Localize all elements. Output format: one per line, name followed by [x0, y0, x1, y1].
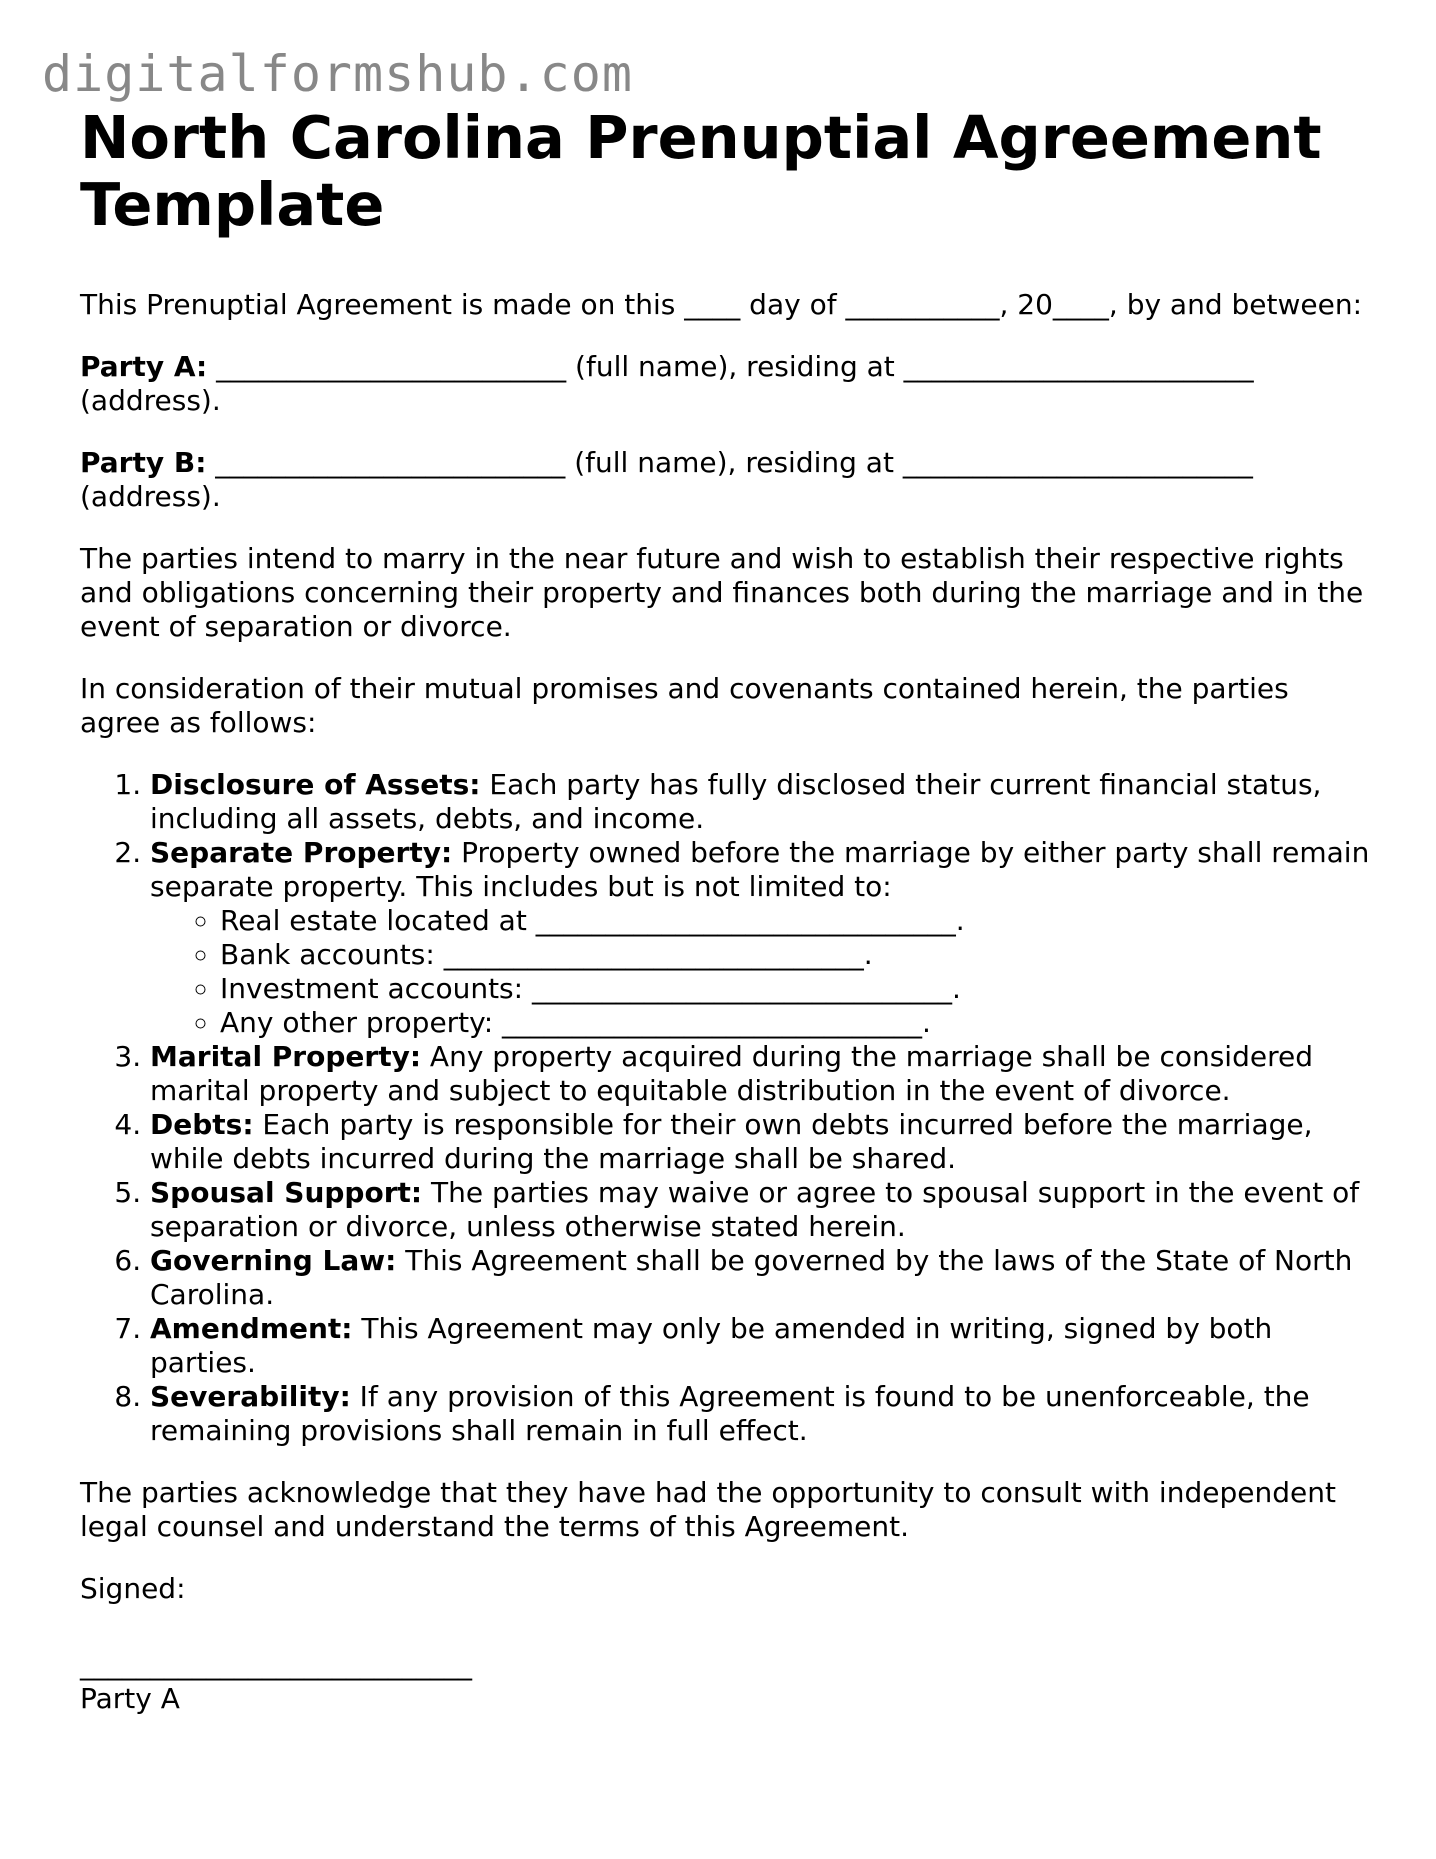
- property-item: ◦ Any other property: ______________________________.: [220, 1006, 1370, 1040]
- intro-paragraph: This Prenuptial Agreement is made on this ____ day of ___________, 20____, by and between:: [80, 288, 1363, 321]
- party-a-label: Party A:: [80, 350, 208, 383]
- term-title: Marital Property:: [150, 1040, 422, 1073]
- term-text: This Agreement shall be governed by the laws of the State of North Carolina.: [150, 1244, 1353, 1311]
- term-item: [150, 836, 1370, 1040]
- term-title: Amendment:: [150, 1312, 353, 1345]
- term-title: Separate Property:: [150, 836, 453, 869]
- term-text: The parties may waive or agree to spousal support in the event of separation or divorce, unless otherwise stated herein.: [150, 1176, 1360, 1243]
- document-title: North Carolina Prenuptial Agreement Template: [80, 103, 1322, 239]
- term-text: Each party has fully disclosed their current financial status, including all assets, debts, and income.: [150, 768, 1322, 835]
- party-b-text: _________________________ (full name), residing at _________________________ (address).: [80, 446, 1253, 513]
- separate-property-list: [150, 904, 1370, 1040]
- term-title: Debts:: [150, 1108, 254, 1141]
- term-text: If any provision of this Agreement is found to be unenforceable, the remaining provisions shall remain in full effect.: [150, 1380, 1310, 1447]
- term-text: Each party is responsible for their own debts incurred before the marriage, while debts incurred during the marriage shall be shared.: [150, 1108, 1313, 1175]
- document: [80, 104, 1370, 1716]
- term-item: [150, 1176, 1370, 1244]
- term-text: Any property acquired during the marriage shall be considered marital property and subject to equitable distribution in the event of divorce.: [150, 1040, 1313, 1107]
- purpose-paragraph: The parties intend to marry in the near future and wish to establish their respective rights and obligations concerning their property and finances both during the marriage and in the event of separation or divorce.: [80, 542, 1364, 643]
- term-title: Governing Law:: [150, 1244, 397, 1277]
- term-item: [150, 1040, 1370, 1108]
- term-title: Spousal Support:: [150, 1176, 423, 1209]
- property-item: ◦ Investment accounts: ______________________________.: [220, 972, 1370, 1006]
- party-a-text: _________________________ (full name), residing at _________________________ (address).: [80, 350, 1254, 417]
- term-item: [150, 1244, 1370, 1312]
- terms-list: [80, 768, 1370, 1448]
- term-text: This Agreement may only be amended in writing, signed by both parties.: [150, 1312, 1273, 1379]
- signature-line: ____________________________: [80, 1648, 472, 1681]
- watermark: digitalformshub.com: [42, 45, 633, 103]
- party-a-line: [80, 350, 1370, 418]
- acknowledgment-paragraph: The parties acknowledge that they have had the opportunity to consult with independent legal counsel and understand the terms of this Agreement.: [80, 1476, 1336, 1543]
- term-text: Property owned before the marriage by either party shall remain separate property. This includes but is not limited to:: [150, 836, 1370, 903]
- term-item: [150, 1108, 1370, 1176]
- consideration-paragraph: In consideration of their mutual promises and covenants contained herein, the parties agree as follows:: [80, 672, 1289, 739]
- party-b-label: Party B:: [80, 446, 207, 479]
- term-title: Severability:: [150, 1380, 351, 1413]
- party-b-line: [80, 446, 1370, 514]
- term-item: [150, 1312, 1370, 1380]
- signature-party-label: Party A: [80, 1682, 180, 1715]
- property-item: ◦ Real estate located at ______________________________.: [220, 904, 1370, 938]
- property-item: ◦ Bank accounts: ______________________________.: [220, 938, 1370, 972]
- term-title: Disclosure of Assets:: [150, 768, 481, 801]
- signed-label: Signed:: [80, 1572, 186, 1605]
- term-item: [150, 768, 1370, 836]
- term-item: [150, 1380, 1370, 1448]
